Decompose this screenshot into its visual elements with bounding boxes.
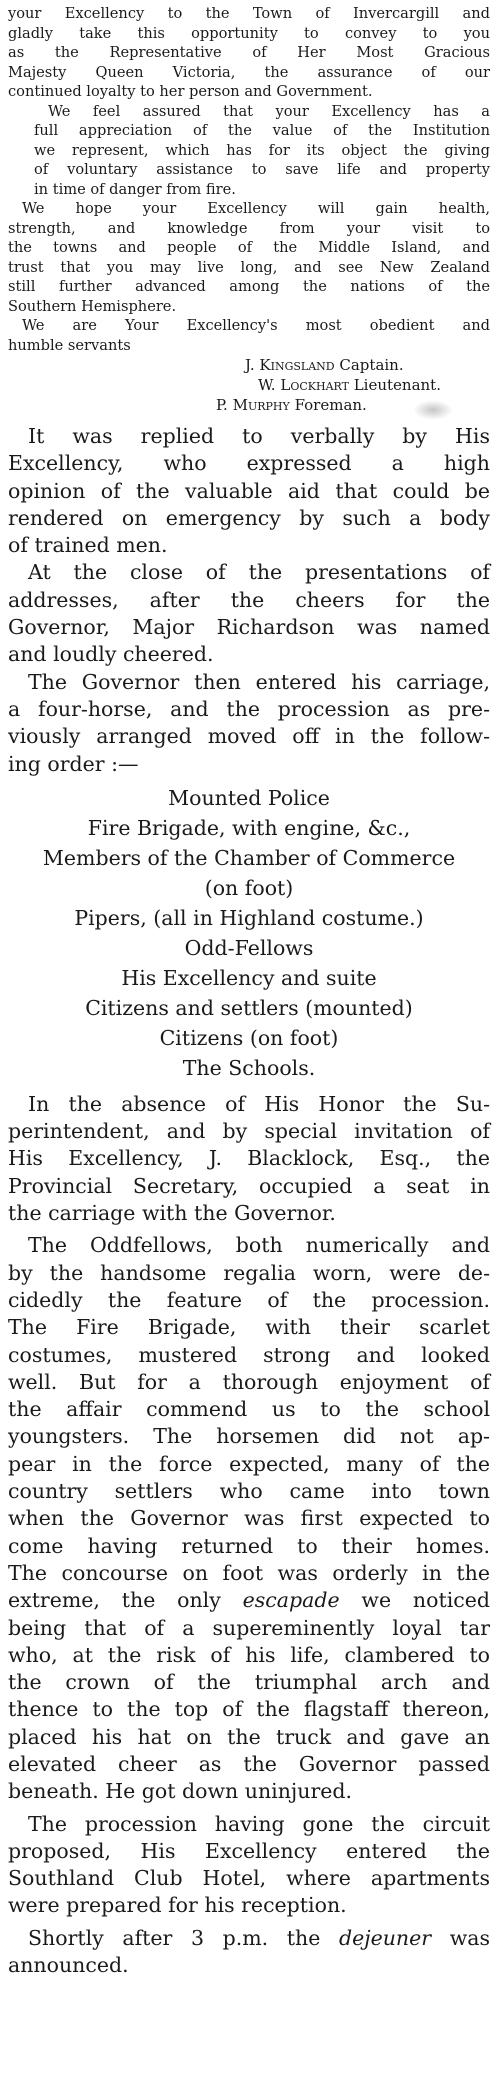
text-line: well. But for a thorough enjoyment of <box>8 1369 490 1394</box>
text-line: country settlers who came into town <box>8 1479 490 1504</box>
newspaper-column <box>8 4 490 1979</box>
address-paragraph-1 <box>8 4 490 102</box>
text-line: cidedly the feature of the procession. <box>8 1287 490 1312</box>
procession-item: The Schools. <box>182 1055 316 1080</box>
signature-title: Captain. <box>339 356 404 374</box>
text-line: opinion of the valuable aid that could be <box>8 478 490 503</box>
text-line: humble servants <box>8 336 131 354</box>
text-line: We are Your Excellency's most obedient and <box>22 317 490 334</box>
text-line: perintendent, and by special invitation of <box>8 1119 490 1144</box>
text-line: Southern Hemisphere. <box>8 297 177 315</box>
italic-word: escapade <box>242 1588 340 1613</box>
text-line: addresses, after the cheers for the <box>8 587 490 612</box>
address-paragraph-3 <box>8 199 490 316</box>
text-line: your Excellency to the Town of Invercargill and <box>8 5 490 22</box>
signature-lieutenant: W. Lockhart Lieutenant. <box>258 376 441 394</box>
text-line: costumes, mustered strong and looked <box>8 1342 490 1367</box>
text-line: the crown of the triumphal arch and <box>8 1670 490 1695</box>
text-line: who, at the risk of his life, clambered to <box>8 1642 490 1667</box>
text-line-with-italic: extreme, the only escapade we noticed <box>8 1588 490 1613</box>
procession-item: Fire Brigade, with engine, &c., <box>87 815 411 840</box>
procession-item: Odd-Fellows <box>184 935 314 960</box>
text-line: Excellency, who expressed a high <box>8 451 490 476</box>
text-line: Southland Club Hotel, where apartments <box>8 1866 490 1891</box>
text-line: thence to the top of the flagstaff thereon, <box>8 1697 490 1722</box>
text-line: as the Representative of Her Most Gracious <box>8 44 490 61</box>
text-line: At the close of the presentations of <box>28 560 490 585</box>
text-line: In the absence of His Honor the Su- <box>28 1091 490 1116</box>
text-line: being that of a supereminently loyal tar <box>8 1615 490 1640</box>
text-line: full appreciation of the value of the Institution <box>34 122 490 139</box>
text-line: in time of danger from fire. <box>34 180 236 198</box>
text-line: elevated cheer as the Governor passed <box>8 1751 490 1776</box>
text-line: and loudly cheered. <box>8 642 214 667</box>
text-line: rendered on emergency by such a body <box>8 505 490 530</box>
text-line: It was replied to verbally by His <box>28 424 490 448</box>
final-paragraph <box>8 1925 490 1980</box>
text-line: We feel assured that your Excellency has a <box>48 102 490 120</box>
text-line: trust that you may live long, and see New Zealand <box>8 258 490 276</box>
text-line: of trained men. <box>8 533 168 558</box>
text-line: the affair commend us to the school <box>8 1397 490 1422</box>
signature-title: Foreman. <box>294 396 367 414</box>
text-line: placed his hat on the truck and gave an <box>8 1724 490 1749</box>
text-line: by the handsome regalia worn, were de- <box>8 1260 490 1285</box>
text-line: continued loyalty to her person and Government. <box>8 83 373 100</box>
text-line: proposed, His Excellency entered the <box>8 1838 490 1863</box>
text-line: pear in the force expected, many of the <box>8 1451 490 1476</box>
text-line: we represent, which has for its object the giving <box>34 141 490 159</box>
text-line: announced. <box>8 1953 129 1978</box>
text-line: Governor, Major Richardson was named <box>8 615 490 640</box>
text-line: The Oddfellows, both numerically and <box>28 1233 490 1258</box>
text-line: The Governor then entered his carriage, <box>28 669 490 694</box>
signature-name: Lockhart <box>280 376 349 394</box>
text-line: The concourse on foot was orderly in the <box>8 1560 490 1585</box>
signature-foreman: P. Murphy Foreman. <box>216 396 367 414</box>
text-line: a four-horse, and the procession as pre- <box>8 696 490 721</box>
ink-smudge <box>413 400 453 420</box>
text-line: the carriage with the Governor. <box>8 1201 336 1226</box>
text-line: The procession having gone the circuit <box>28 1811 490 1836</box>
text-line: of voluntary assistance to save life and property <box>34 161 490 178</box>
text-line: Majesty Queen Victoria, the assurance of our <box>8 63 490 81</box>
procession-item: His Excellency and suite <box>121 965 377 990</box>
text-line: The Fire Brigade, with their scarlet <box>8 1315 490 1340</box>
italic-word: dejeuner <box>338 1925 432 1950</box>
text-line: the towns and people of the Middle Island, and <box>8 239 490 256</box>
text-line: strength, and knowledge from your visit to <box>8 219 490 237</box>
procession-item: (on foot) <box>204 875 294 900</box>
circuit-paragraph <box>8 1811 490 1920</box>
signature-captain: J. Kingsland Captain. <box>245 356 404 374</box>
text-line: still further advanced among the nations of the <box>8 278 490 295</box>
text-line: come having returned to their homes. <box>8 1533 490 1558</box>
procession-item: Members of the Chamber of Commerce <box>42 845 456 870</box>
text-line: His Excellency, J. Blacklock, Esq., the <box>8 1146 490 1171</box>
signature-name: Kingsland <box>259 356 335 374</box>
address-paragraph-4 <box>8 316 490 355</box>
text-line: gladly take this opportunity to convey to you <box>8 24 490 42</box>
text-line: when the Governor was first expected to <box>8 1506 490 1531</box>
text-line: were prepared for his reception. <box>8 1893 347 1918</box>
procession-item: Citizens and settlers (mounted) <box>85 995 413 1020</box>
text-line: Provincial Secretary, occupied a seat in <box>8 1173 490 1198</box>
signature-name: Murphy <box>232 396 290 414</box>
text-line: youngsters. The horsemen did not ap- <box>8 1424 490 1449</box>
text-line: ing order :— <box>8 751 139 776</box>
address-paragraph-2 <box>8 102 490 200</box>
oddfellows-paragraph <box>8 1232 490 1805</box>
procession-item: Pipers, (all in Highland costume.) <box>74 905 424 930</box>
procession-item: Citizens (on foot) <box>159 1025 339 1050</box>
close-paragraph <box>8 559 490 668</box>
reply-paragraph <box>8 423 490 559</box>
text-line-with-italic: Shortly after 3 p.m. the dejeuner was <box>28 1925 490 1950</box>
procession-list <box>8 783 490 1083</box>
signature-title: Lieutenant. <box>353 376 441 394</box>
text-line: beneath. He got down uninjured. <box>8 1779 353 1804</box>
text-line: We hope your Excellency will gain health, <box>22 200 490 217</box>
governor-paragraph <box>8 669 490 778</box>
procession-item: Mounted Police <box>168 785 330 810</box>
absence-paragraph <box>8 1091 490 1227</box>
text-line: viously arranged moved off in the follow- <box>8 724 490 749</box>
